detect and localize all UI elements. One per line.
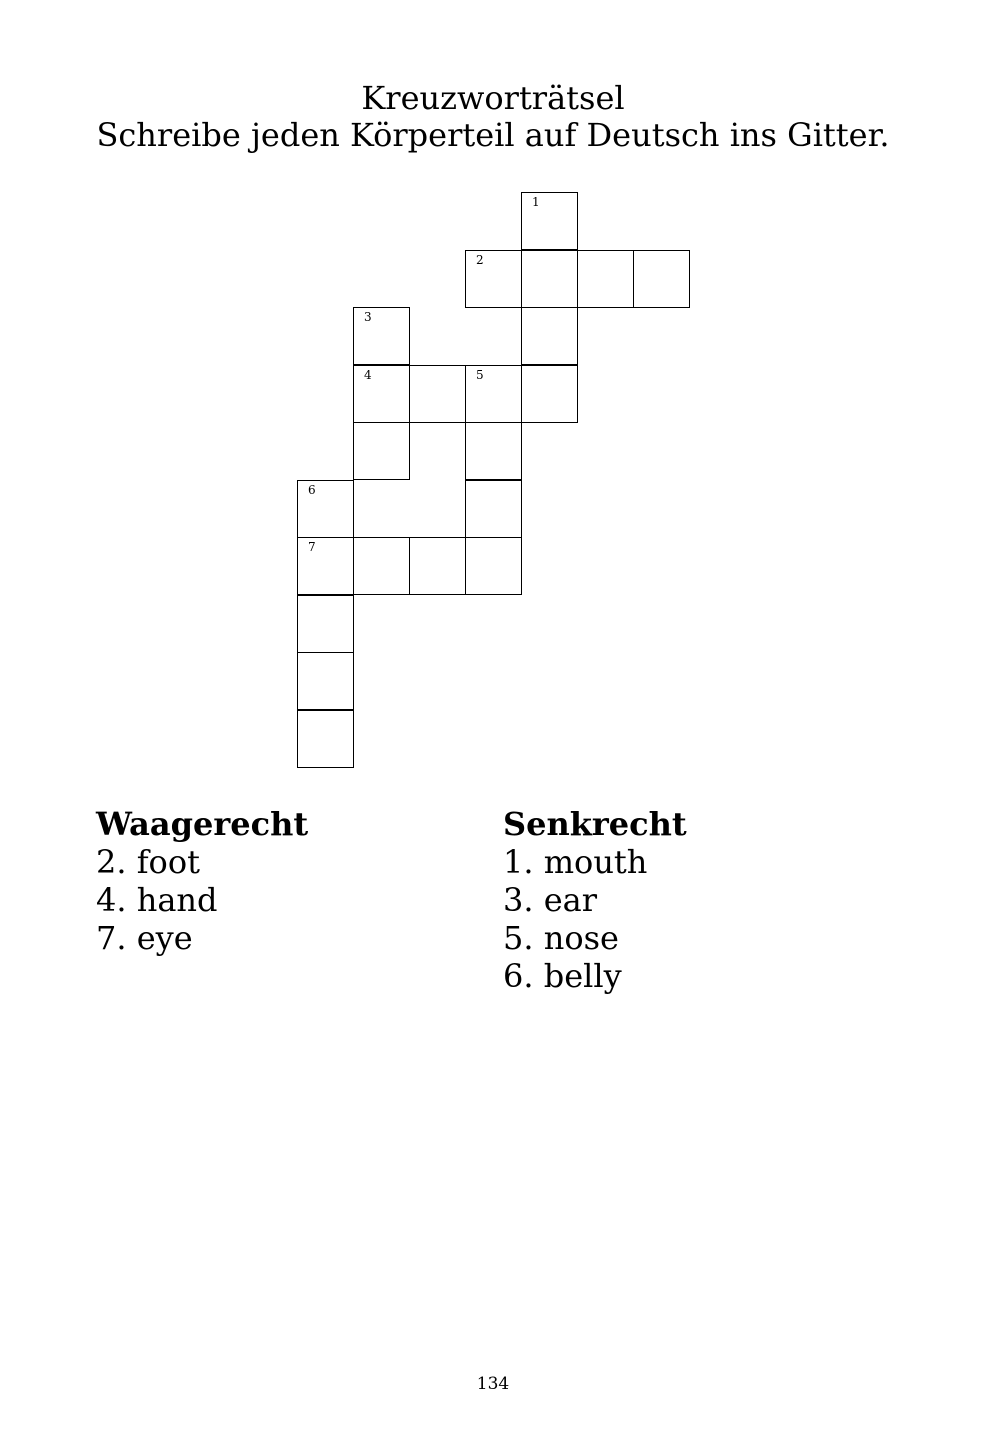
- down-clue: 3. ear: [503, 881, 598, 919]
- clue-number: 7: [308, 540, 316, 554]
- across-heading: Waagerecht: [96, 805, 309, 843]
- down-clue: 1. mouth: [503, 843, 648, 881]
- grid-cell[interactable]: [297, 595, 354, 653]
- across-clue: 4. hand: [96, 881, 218, 919]
- grid-cell[interactable]: [465, 537, 522, 595]
- across-clue: 7. eye: [96, 919, 193, 957]
- grid-cell[interactable]: [353, 365, 410, 423]
- grid-cell[interactable]: [465, 422, 522, 480]
- page-title: Kreuzworträtsel: [361, 79, 625, 117]
- grid-cell[interactable]: [297, 652, 354, 710]
- down-clue: 6. belly: [503, 957, 622, 995]
- clue-number: 4: [364, 367, 372, 382]
- clue-number: 6: [308, 482, 316, 497]
- clue-number: 1: [532, 195, 540, 209]
- instructions: Schreibe jeden Körperteil auf Deutsch ins Gitter.: [96, 116, 890, 154]
- grid-cell[interactable]: [521, 250, 578, 308]
- grid-cell[interactable]: [297, 480, 354, 538]
- grid-cell[interactable]: [465, 480, 522, 538]
- grid-cell[interactable]: [577, 250, 634, 308]
- across-clues: [96, 805, 308, 957]
- grid-cell[interactable]: [633, 250, 690, 308]
- grid-cell[interactable]: [409, 537, 466, 595]
- down-heading: Senkrecht: [503, 805, 687, 843]
- grid-cell[interactable]: [297, 710, 354, 768]
- grid-cell[interactable]: [353, 537, 410, 595]
- grid-cell[interactable]: [521, 192, 578, 250]
- across-clue: 2. foot: [96, 843, 200, 881]
- grid-cell[interactable]: [521, 365, 578, 423]
- clue-number: 2: [476, 252, 484, 267]
- clue-number: 3: [364, 310, 372, 324]
- grid-cell[interactable]: [465, 365, 522, 423]
- grid-cell[interactable]: [521, 307, 578, 365]
- grid-cell[interactable]: [297, 537, 354, 595]
- down-clue: 5. nose: [503, 919, 619, 957]
- page-number: 134: [476, 1374, 510, 1394]
- grid-cell[interactable]: [465, 250, 522, 308]
- down-clues: [503, 805, 687, 995]
- grid-cell[interactable]: [353, 422, 410, 480]
- clue-number: 5: [476, 367, 484, 382]
- grid-cell[interactable]: [353, 307, 410, 365]
- grid-cell[interactable]: [409, 365, 466, 423]
